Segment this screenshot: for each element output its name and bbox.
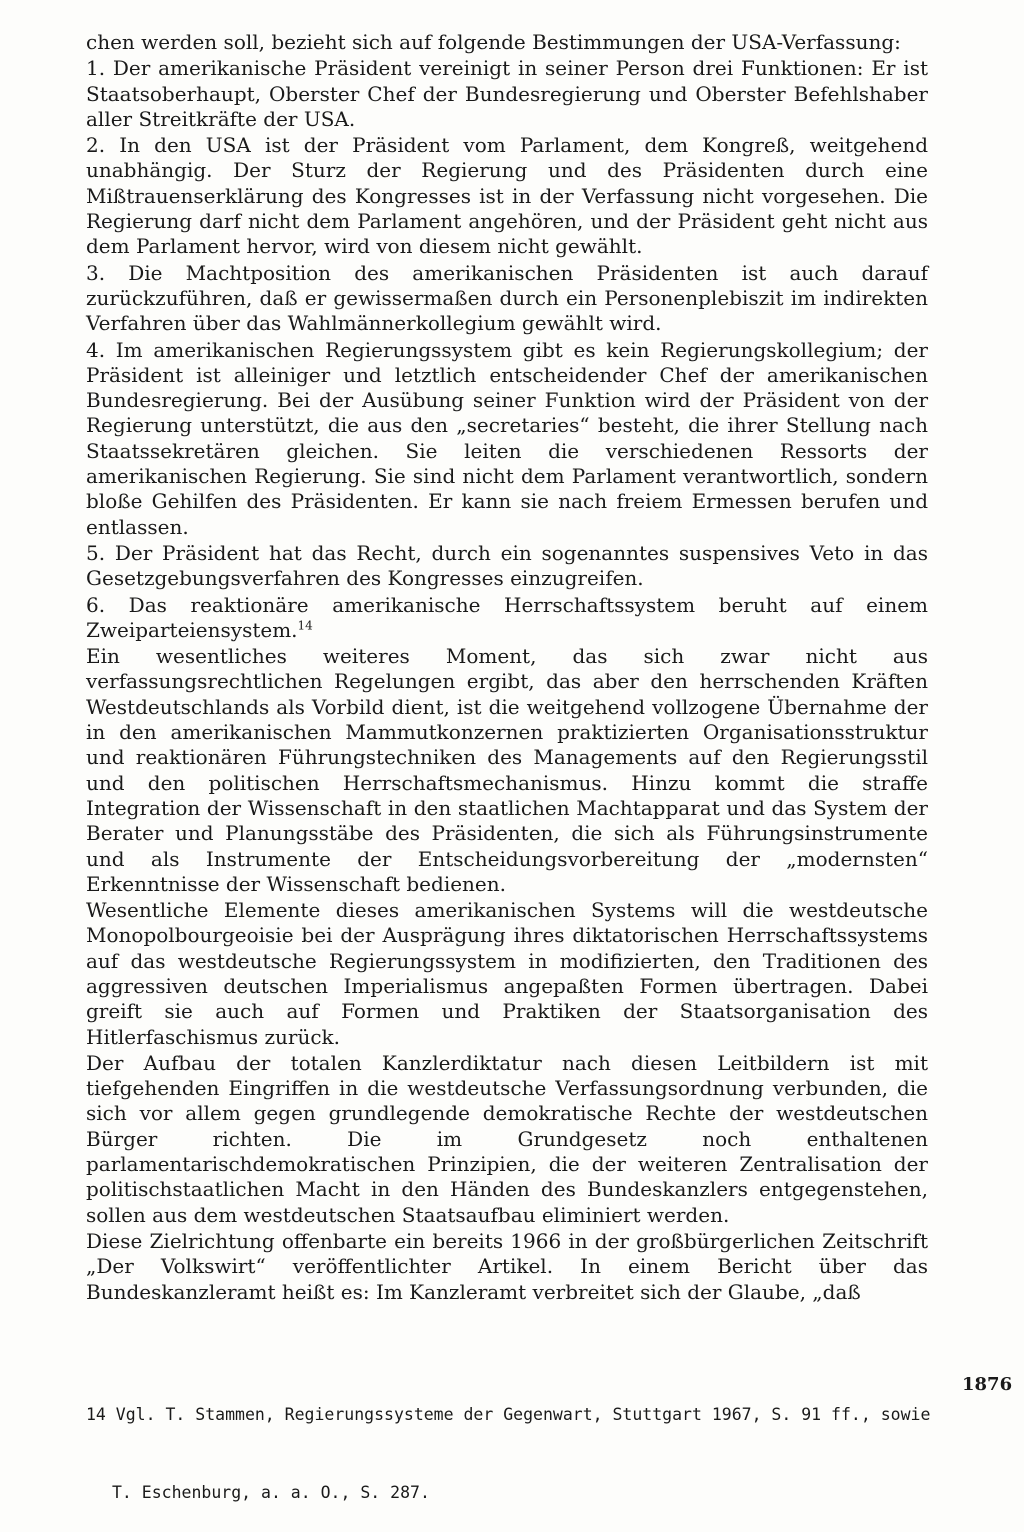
list-item-4: 4. Im amerikanischen Regierungssystem gibt es kein Regierungskollegium; der Präsident ist alleiniger und letztlich entscheidender Chef der amerikanischen Bundesregierung. Bei der Ausübung seiner Funktion wird der Präsident von der Regierung unterstützt, die aus den „secretaries“ besteht, die ihrer Stellung nach Staatssekretären gleichen. Sie leiten die verschiedenen Ressorts der amerikanischen Regierung. Sie sind nicht dem Parlament verantwortlich, sondern bloße Gehilfen des Präsidenten. Er kann sie nach freiem Ermessen berufen und entlassen. [86,337,928,539]
footnote-line-2: T. Eschenburg, a. a. O., S. 287. [112,1483,430,1502]
page-number: 1876 [962,1374,1013,1395]
body-text [86,30,928,1306]
list-item-6-text: 6. Das reaktionäre amerikanische Herrschaftssystem beruht auf einem Zweiparteiensystem. [86,592,928,642]
list-item-1: 1. Der amerikanische Präsident vereinigt in seiner Person drei Funktionen: Er ist Staatsoberhaupt, Oberster Chef der Bundesregierung und Oberster Befehlshaber aller Streitkräfte der USA. [86,56,928,131]
footnote [86,1350,958,1532]
paragraph-moment: Ein wesentliches weiteres Moment, das sich zwar nicht aus verfassungsrechtlichen Regelungen ergibt, das aber den herrschenden Kräften Westdeutschlands als Vorbild dient, ist die weitgehend vollzogene Übernahme der in den amerikanischen Mammutkonzernen praktizierten Organisationsstruktur und reaktionären Führungstechniken des Managements auf den Regierungsstil und den politischen Herrschaftsmechanismus. Hinzu kommt die straffe Integration der Wissenschaft in den staatlichen Machtapparat und das System der Berater und Planungsstäbe des Präsidenten, die sich als Führungsinstrumente und als Instrumente der Entscheidungsvorbereitung der „modernsten“ Erkenntnisse der Wissenschaft bedienen. [86,644,928,896]
footnote-reference: 14 [297,618,313,633]
list-item-6 [86,593,928,644]
paragraph-intro: chen werden soll, bezieht sich auf folgende Bestimmungen der USA-Verfassung: [86,30,901,54]
paragraph-elements: Wesentliche Elemente dieses amerikanischen Systems will die westdeutsche Monopolbourgeoisie bei der Ausprägung ihres diktatorischen Herrschaftssystems auf das westdeutsche Regierungssystem in modifizierten, den Traditionen des aggressiven deutschen Imperialismus angepaßten Formen übertragen. Dabei greift sie auch auf Formen und Praktiken der Staatsorganisation des Hitlerfaschismus zurück. [86,898,928,1049]
list-item-2: 2. In den USA ist der Präsident vom Parlament, dem Kongreß, weitgehend unabhängig. Der Sturz der Regierung und des Präsidenten durch eine Mißtrauenserklärung des Kongresses ist in der Verfassung nicht vorgesehen. Die Regierung darf nicht dem Parlament angehören, und der Präsident geht nicht aus dem Parlament hervor, wird von diesem nicht gewählt. [86,133,928,259]
paragraph-kanzlerdiktatur: Der Aufbau der totalen Kanzlerdiktatur nach diesen Leitbildern ist mit tiefgehenden Eingriffen in die westdeutsche Verfassungsordnung verbunden, die sich vor allem gegen grundlegende demokratische Rechte der westdeutschen Bürger richten. Die im Grundgesetz noch enthaltenen parlamentarischdemokratischen Prinzipien, die der weiteren Zentralisation der politischstaatlichen Macht in den Händen des Bundeskanzlers entgegenstehen, sollen aus dem westdeutschen Staatsaufbau eliminiert werden. [86,1050,928,1227]
footnote-line-1: 14 Vgl. T. Stammen, Regierungssysteme der Gegenwart, Stuttgart 1967, S. 91 ff., sowie [86,1405,931,1424]
list-item-5: 5. Der Präsident hat das Recht, durch ein sogenanntes suspensives Veto in das Gesetzgebungsverfahren des Kongresses einzugreifen. [86,540,928,591]
list-item-3: 3. Die Machtposition des amerikanischen Präsidenten ist auch darauf zurückzuführen, daß er gewissermaßen durch ein Personenplebiszit im indirekten Verfahren über das Wahlmännerkollegium gewählt wird. [86,260,928,336]
paragraph-volkswirt: Diese Zielrichtung offenbarte ein bereits 1966 in der großbürgerlichen Zeitschrift „Der Volkswirt“ veröffentlichter Artikel. In einem Bericht über das Bundeskanzleramt heißt es: Im Kanzleramt verbreitet sich der Glaube, „daß [86,1228,928,1304]
